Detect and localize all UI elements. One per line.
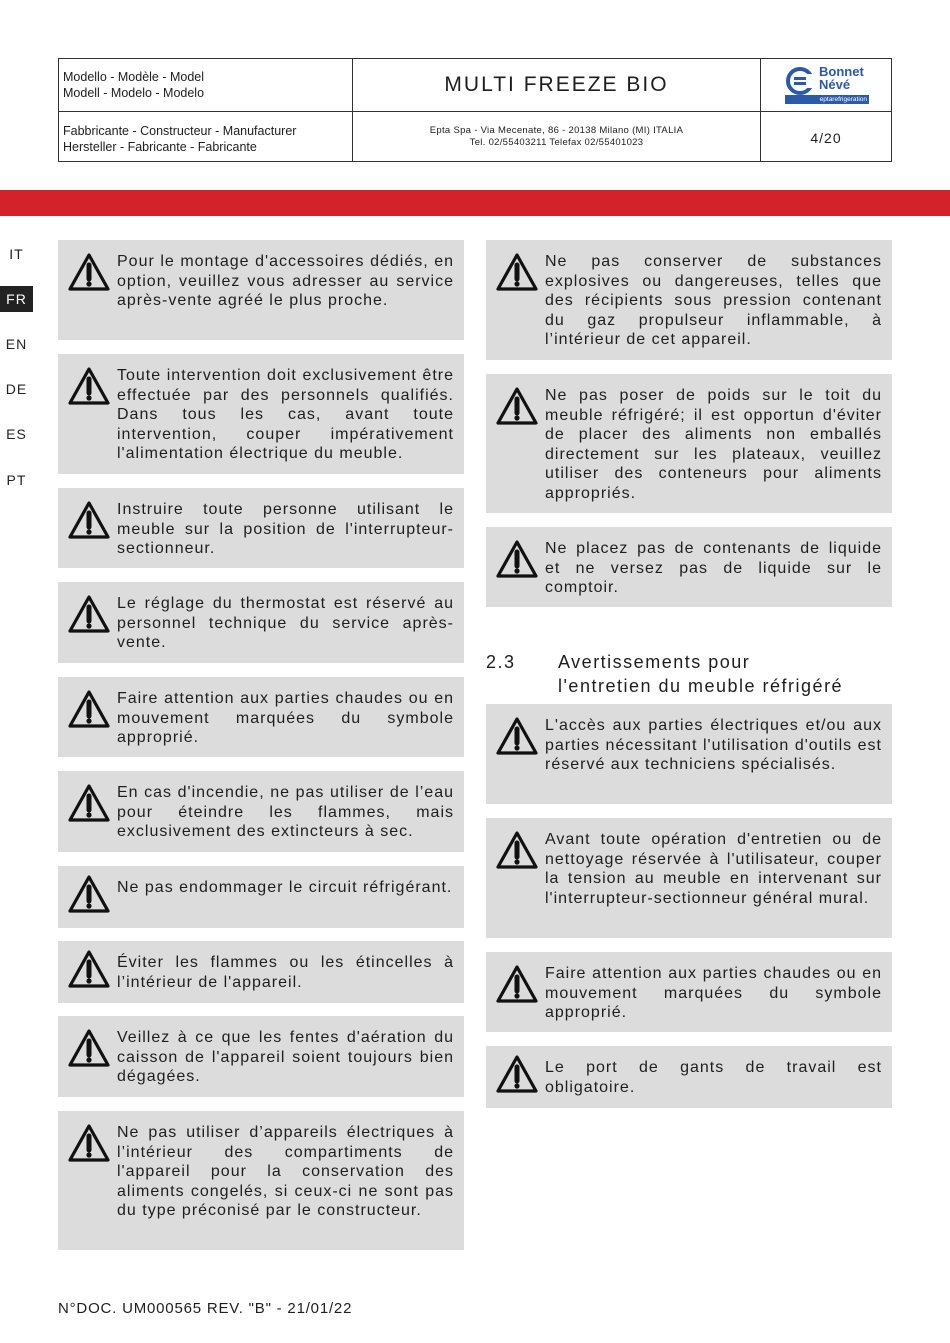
warning-triangle-icon (67, 689, 111, 729)
lang-tab-es[interactable]: ES (6, 426, 27, 442)
warning-box (58, 677, 464, 757)
warning-box (58, 240, 464, 340)
warning-box (486, 240, 892, 360)
warning-triangle-icon (67, 949, 111, 989)
warning-box (486, 1046, 892, 1108)
address-line-2: Tel. 02/55403211 Telefax 02/55401023 (469, 137, 644, 148)
page-number: 4/20 (810, 130, 842, 146)
warning-text: Faire attention aux parties chaudes ou en mouvement marquées du symbole approprié. (545, 965, 882, 1021)
lang-tab-it[interactable]: IT (9, 246, 24, 262)
model-label-line-2: Modell - Modelo - Modelo (63, 86, 205, 100)
warning-box (58, 1016, 464, 1097)
warning-text: Avant toute opération d'entretien ou de nettoyage réservée à l'utilisateur, couper la tension au meuble en intervenant sur l'interrupteur-sectionneur général mural. (545, 831, 882, 907)
warning-text: Veillez à ce que les fentes d'aération du caisson de l'appareil soient toujours bien dégagées. (117, 1029, 454, 1085)
warning-box (58, 1111, 464, 1250)
document-reference: N°DOC. UM000565 REV. "B" - 21/01/22 (58, 1300, 353, 1317)
warning-triangle-icon (495, 830, 539, 870)
lang-tab-fr[interactable]: FR (0, 286, 33, 312)
warning-triangle-icon (495, 539, 539, 579)
warning-triangle-icon (67, 594, 111, 634)
red-banner (0, 190, 950, 216)
warning-text: Ne pas endommager le circuit réfrigérant. (117, 879, 453, 896)
warning-triangle-icon (67, 252, 111, 292)
address-line-1: Epta Spa - Via Mecenate, 86 - 20138 Milano (MI) ITALIA (429, 125, 684, 136)
bonnet-neve-logo-icon (785, 66, 815, 96)
warning-text: Ne pas poser de poids sur le toit du meuble réfrigéré; il est opportun d'éviter de placer des aliments non emballés directement sur les plateaux, veuillez utiliser des conteneurs pour aliments appropriés. (545, 387, 882, 502)
section-title-line-1: Avertissements pour (558, 652, 751, 672)
warning-triangle-icon (67, 783, 111, 823)
warning-text: Ne pas conserver de substances explosives ou dangereuses, telles que des récipients sous pression contenant du gaz propulseur inflammable, à l’intérieur de cet appareil. (545, 253, 882, 348)
logo-text-bonnet: Bonnet (819, 64, 864, 79)
warning-triangle-icon (67, 1028, 111, 1068)
warning-box (58, 866, 464, 928)
warning-text: Toute intervention doit exclusivement être effectuée par des personnels qualifiés. Dans tous les cas, avant toute intervention, couper impérativement l'alimentation électrique du meuble. (117, 367, 454, 462)
warning-text: L'accès aux parties électriques et/ou aux parties nécessitant l'utilisation d'outils est réservé aux techniciens spécialisés. (545, 717, 882, 773)
warning-box (58, 941, 464, 1003)
section-number: 2.3 (486, 652, 516, 672)
warning-triangle-icon (495, 964, 539, 1004)
warning-triangle-icon (495, 386, 539, 426)
warning-triangle-icon (67, 1123, 111, 1163)
warning-box (58, 582, 464, 663)
warning-box (486, 952, 892, 1032)
model-label (59, 59, 352, 111)
logo-text-neve: Névé (819, 77, 851, 92)
section-title-line-2: l'entretien du meuble réfrigéré (558, 676, 844, 696)
lang-tab-de[interactable]: DE (5, 381, 28, 397)
manufacturer-address (353, 112, 760, 162)
section-title (558, 650, 898, 698)
warning-text: Instruire toute personne utilisant le meuble sur la position de l'interrupteur-sectionneur. (117, 501, 454, 557)
model-label-line-1: Modello - Modèle - Model (63, 70, 205, 84)
manufacturer-label-line-1: Fabbricante - Constructeur - Manufacturer (63, 124, 297, 138)
warning-triangle-icon (67, 366, 111, 406)
lang-tab-en[interactable]: EN (5, 336, 28, 352)
warning-text: Le port de gants de travail est obligatoire. (545, 1059, 882, 1096)
warning-triangle-icon (495, 1054, 539, 1094)
warning-text: Ne pas utiliser d’appareils électriques à l’intérieur des compartiments de l'appareil pour la conservation des aliments congelés, si ceux-ci ne sont pas du type préconisé par le constructeur. (117, 1124, 454, 1219)
warning-text: Éviter les flammes ou les étincelles à l’intérieur de l'appareil. (117, 954, 454, 991)
lang-tab-pt[interactable]: PT (6, 472, 27, 488)
warning-box (486, 704, 892, 804)
warning-text: En cas d'incendie, ne pas utiliser de l’eau pour éteindre les flammes, mais exclusivement des extincteurs à sec. (117, 784, 454, 840)
manufacturer-label-line-2: Hersteller - Fabricante - Fabricante (63, 140, 257, 154)
logo-subtitle: eptarefrigeration (785, 95, 869, 104)
warning-box (58, 771, 464, 852)
warning-text: Le réglage du thermostat est réservé au personnel technique du service après-vente. (117, 595, 454, 651)
warning-text: Faire attention aux parties chaudes ou en mouvement marquées du symbole approprié. (117, 690, 454, 746)
warning-box (486, 818, 892, 938)
warning-triangle-icon (495, 716, 539, 756)
warning-triangle-icon (67, 874, 111, 914)
model-title: MULTI FREEZE BIO (444, 73, 669, 96)
warning-box (486, 374, 892, 513)
brand-logo (761, 59, 891, 111)
warning-box (58, 354, 464, 474)
document-header-table (58, 58, 892, 162)
warning-text: Ne placez pas de contenants de liquide et ne versez pas de liquide sur le comptoir. (545, 540, 882, 596)
manufacturer-label (59, 112, 352, 162)
warning-triangle-icon (495, 252, 539, 292)
warning-box (486, 527, 892, 607)
warning-text: Pour le montage d'accessoires dédiés, en option, veuillez vous adresser au service après-vente agréé le plus proche. (117, 253, 454, 309)
warning-box (58, 488, 464, 568)
warning-triangle-icon (67, 500, 111, 540)
